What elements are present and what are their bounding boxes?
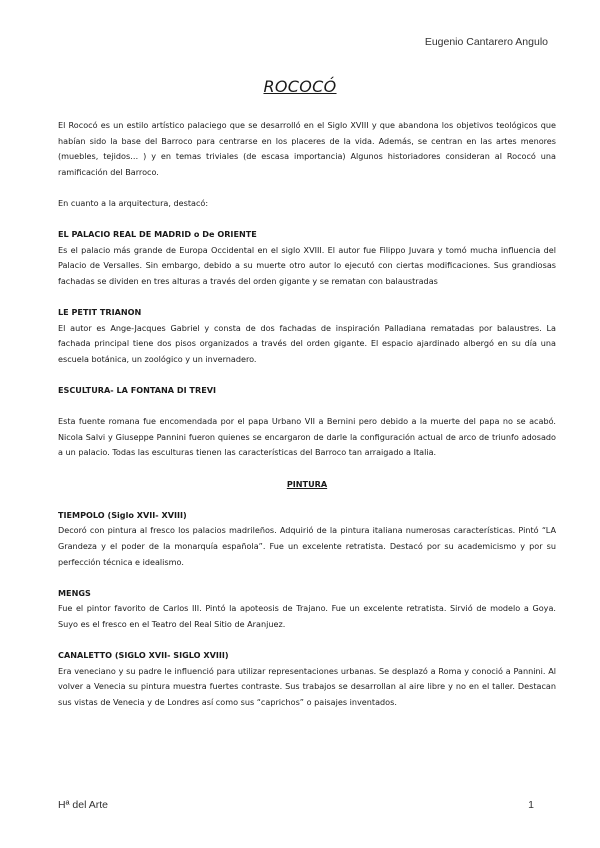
section-heading-tiempolo: TIEMPOLO (Siglo XVII- XVIII)	[58, 509, 187, 520]
section-heading-mengs: MENGS	[58, 587, 91, 598]
section-text-palacio: Es el palacio más grande de Europa Occidental en el siglo XVIII. El autor fue Filippo Juvara y tomó mucha influencia del Palacio de Versalles. Sin embargo, debido a su muerte otro autor lo ejecutó con ciertas modificaciones. Sus grandiosas fachadas se dividen en tres alturas a través del orden gigante y se rematan con balaustradas	[58, 244, 556, 286]
section-text-tiempolo: Decoró con pintura al fresco los palacios madrileños. Adquirió de la pintura italiana numerosas características. Pintó “LA Grandeza y el poder de la monarquía española”. Fue un excelente retratista. Destacó por su academicismo y por su perfección técnica e idealismo.	[58, 525, 556, 567]
section-heading-escultura: ESCULTURA- LA FONTANA DI TREVI	[58, 385, 216, 396]
footer-subject: Hª del Arte	[58, 799, 108, 811]
section-heading-pintura: PINTURA	[286, 478, 328, 489]
section-text-trianon: El autor es Ange-Jacques Gabriel y consta de dos fachadas de inspiración Palladiana rematadas por balaustres. La fachada principal tiene dos pisos organizados a través del orden gigante. El espacio ajardinado albergó en su día una escuela botánica, un zoológico y un invernadero.	[58, 322, 556, 364]
document-body	[58, 118, 556, 711]
architecture-intro: En cuanto a la arquitectura, destacó:	[58, 197, 209, 208]
section-text-mengs: Fue el pintor favorito de Carlos III. Pintó la apoteosis de Trajano. Fue un excelente retratista. Sirvió de modelo a Goya. Suyo es el fresco en el Teatro del Real Sitio de Aranjuez.	[58, 603, 556, 629]
page-number: 1	[528, 799, 534, 811]
header-author: Eugenio Cantarero Angulo	[424, 36, 548, 48]
section-text-escultura: Esta fuente romana fue encomendada por el papa Urbano VII a Bernini pero debido a la muerte del papa no se acabó. Nicola Salvi y Giuseppe Pannini fueron quienes se encargaron de darle la configuración actual de arco de triunfo adosado a un palacio. Todas las esculturas tienen las características del Barroco tan arraigado a Italia.	[58, 416, 556, 458]
page-title: ROCOCÓ	[263, 77, 337, 96]
section-text-canaletto: Era veneciano y su padre le influenció para utilizar representaciones urbanas. Se desplazó a Roma y conoció a Pannini. Al volver a Venecia su pintura muestra fuertes contraste. Sus trabajos se desarrollan al aire libre y no en el taller. Destacan sus vistas de Venecia y de Londres así como sus “caprichos” o paisajes inventados.	[58, 665, 556, 707]
section-heading-trianon: LE PETIT TRIANON	[58, 307, 142, 318]
section-heading-palacio: EL PALACIO REAL DE MADRID o De ORIENTE	[58, 229, 257, 240]
intro-paragraph: El Rococó es un estilo artístico palaciego que se desarrolló en el Siglo XVIII y que abandona los objetivos teológicos que habían sido la base del Barroco para centrarse en los placeres de la vida. Además, se centran en las artes menores (muebles, tejidos… ) y en temas triviales (de escasa importancia) Algunos historiadores consideran al Rococó una ramificación del Barroco.	[58, 120, 556, 177]
section-heading-canaletto: CANALETTO (SIGLO XVII- SIGLO XVIII)	[58, 650, 229, 661]
